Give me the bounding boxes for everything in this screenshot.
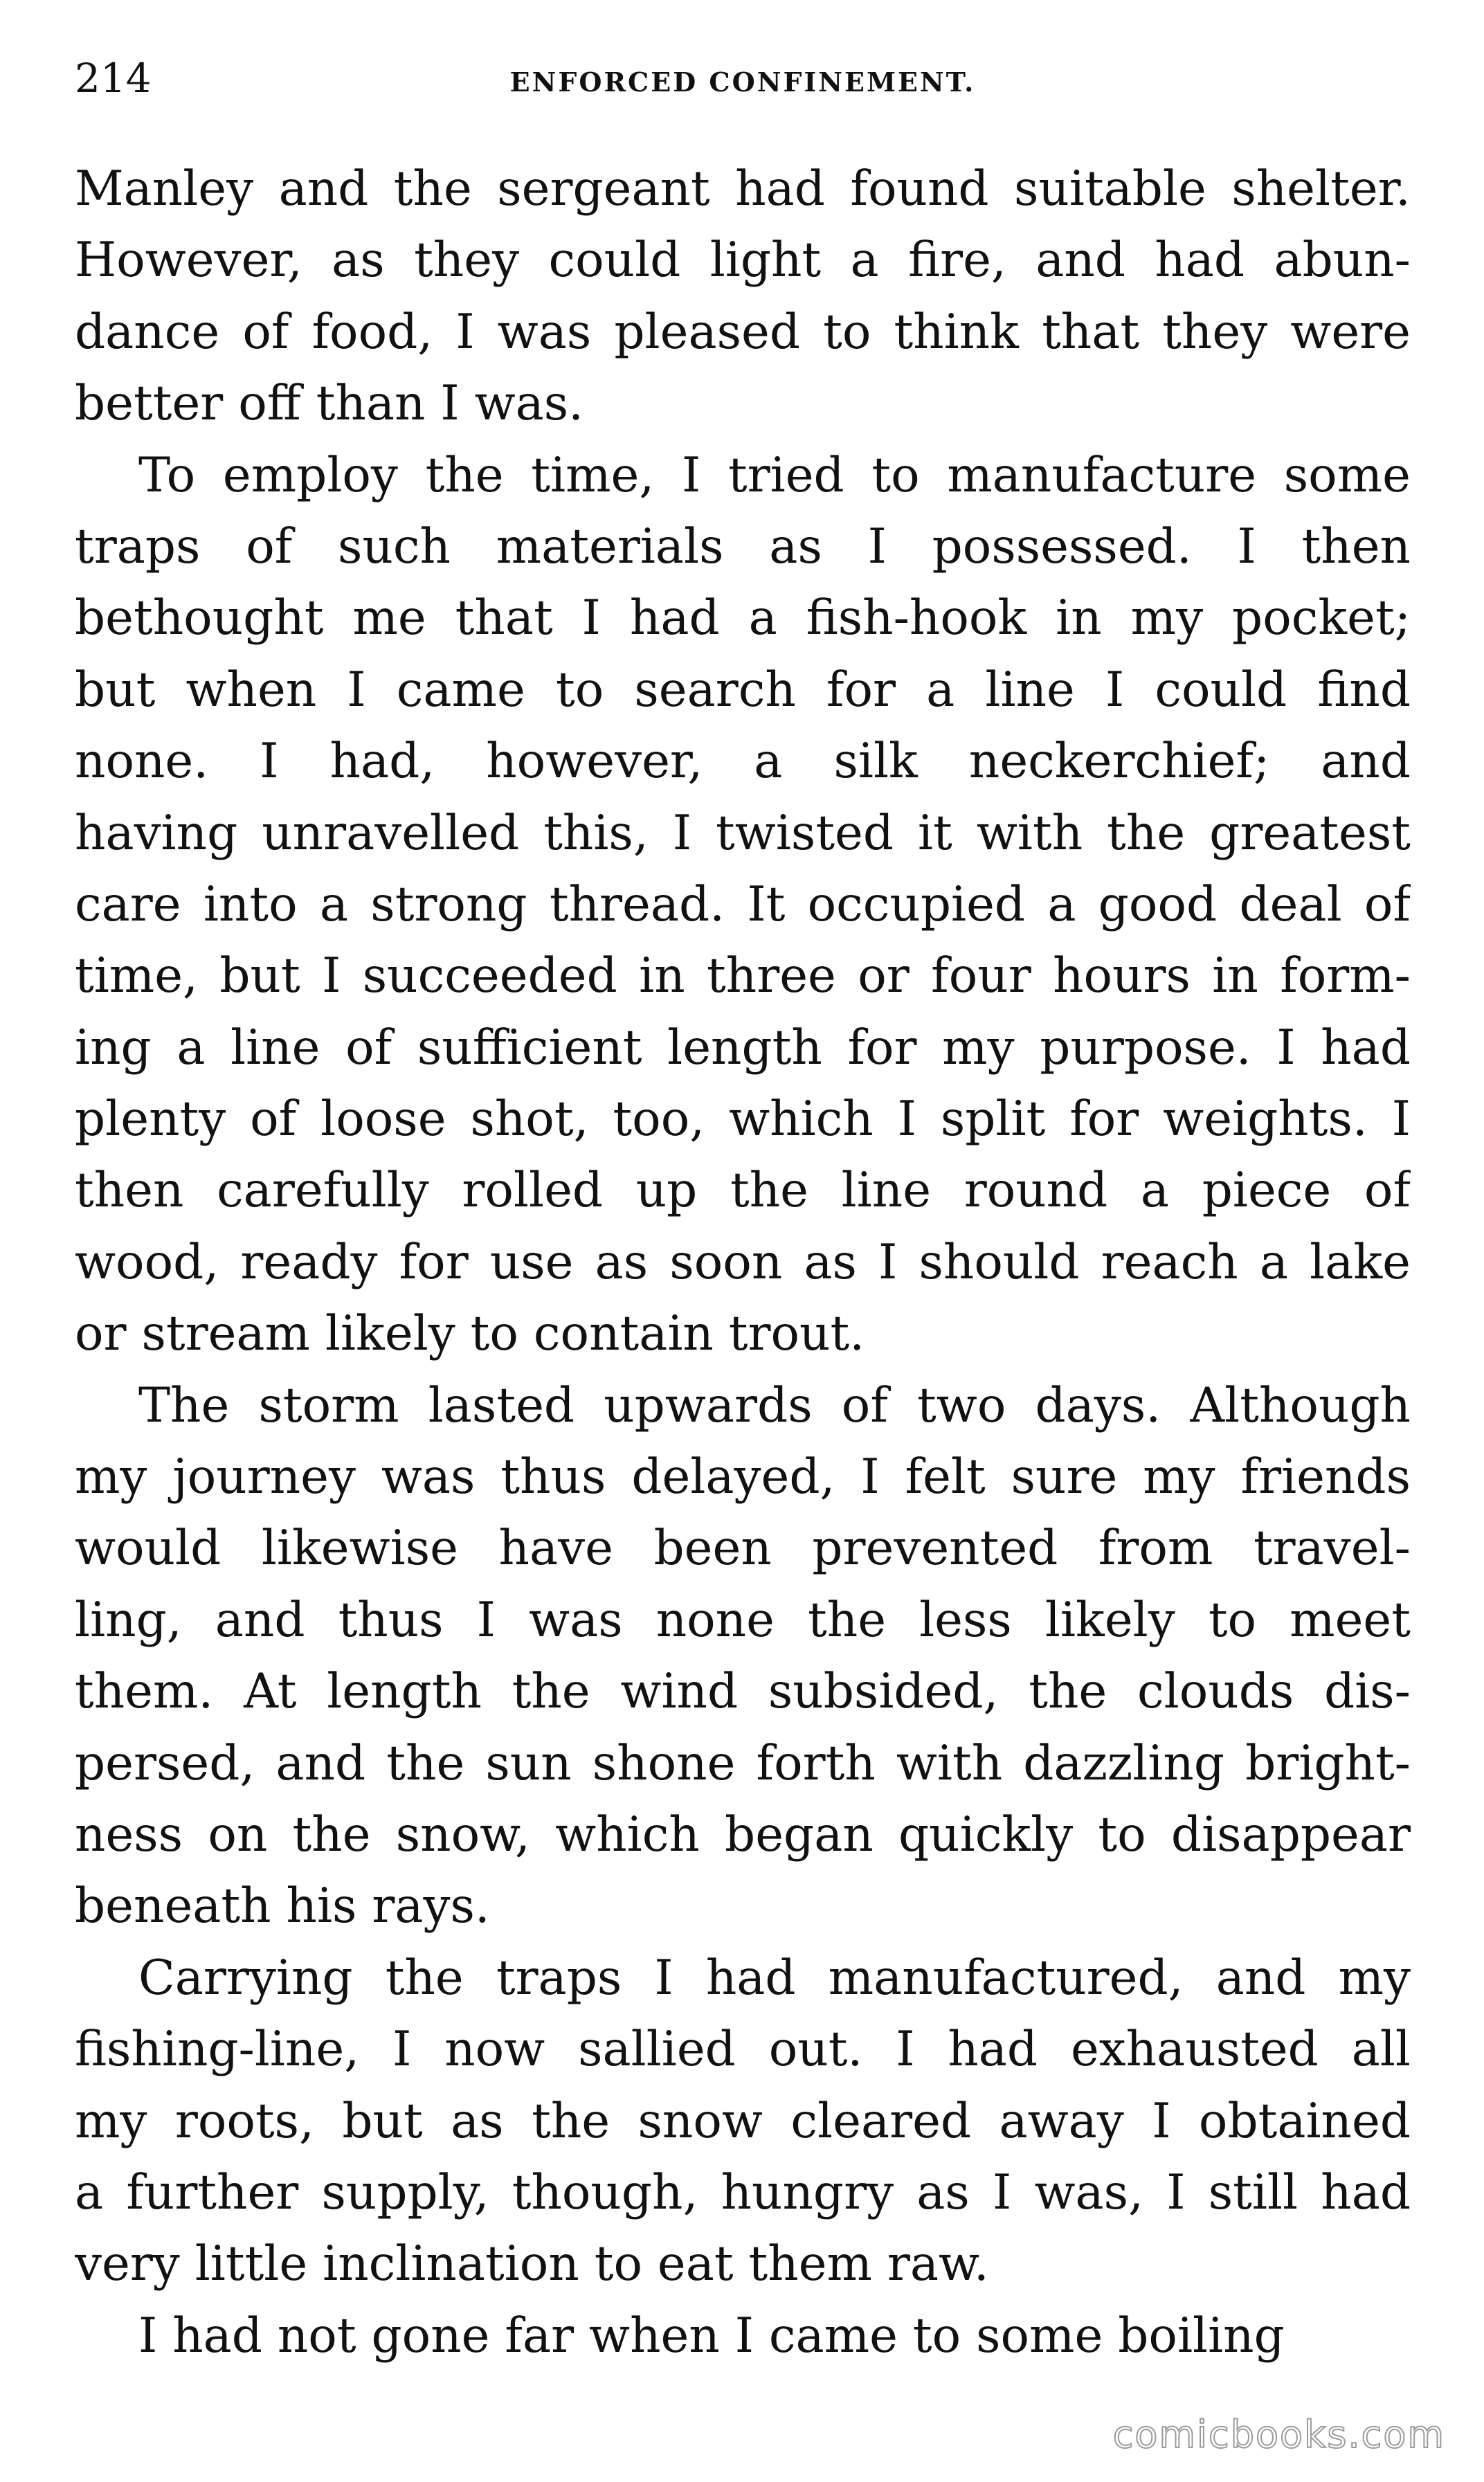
text-line: ness on the snow, which began quickly to disappear [75,1806,1411,1863]
text-line: a further supply, though, hungry as I was, I still had [75,2164,1411,2220]
text-line: very little inclination to eat them raw. [75,2236,989,2292]
text-line: plenty of loose shot, too, which I split for weights. I [75,1091,1411,1148]
text-line: ing a line of sufficient length for my purpose. I had [75,1020,1411,1076]
text-line: traps of such materials as I possessed. I then [75,518,1411,574]
text-line: bethought me that I had a fish-hook in my pocket; [75,590,1411,646]
text-line: Manley and the sergeant had found suitable shelter. [75,161,1411,217]
page-header [75,40,1411,116]
paragraph [75,154,1411,440]
text-line: time, but I succeeded in three or four hours in form- [75,948,1411,1004]
text-line: Carrying the traps I had manufactured, and my [138,1950,1411,2006]
text-line: them. At length the wind subsided, the clouds dis- [75,1664,1411,1720]
paragraph [75,1943,1411,2301]
text-line: wood, ready for use as soon as I should reach a lake [75,1234,1411,1290]
page-number: 214 [75,55,152,102]
text-line: To employ the time, I tried to manufacture some [138,447,1411,503]
text-line: my journey was thus delayed, I felt sure my friends [75,1449,1411,1505]
text-line: The storm lasted upwards of two days. Although [138,1377,1411,1433]
text-line: dance of food, I was pleased to think that they were [75,304,1411,360]
text-line: none. I had, however, a silk neckerchief; and [75,734,1411,790]
text-line: would likewise have been prevented from travel- [75,1521,1411,1577]
text-line: or stream likely to contain trout. [75,1306,865,1362]
text-line: fishing-line, I now sallied out. I had exhausted all [75,2022,1411,2078]
text-line: I had not gone far when I came to some boiling [138,2308,1285,2364]
text-line: ling, and thus I was none the less likely to meet [75,1592,1411,1648]
text-line: beneath his rays. [75,1878,490,1935]
watermark: comicbooks.com [1112,2413,1445,2456]
text-line: but when I came to search for a line I could find [75,662,1411,718]
paragraph [75,1370,1411,1943]
text-line: persed, and the sun shone forth with dazzling bright- [75,1735,1411,1791]
text-line: However, as they could light a fire, and had abun- [75,233,1411,289]
text-line: then carefully rolled up the line round a piece of [75,1163,1411,1219]
paragraph [75,2301,1411,2372]
text-line: having unravelled this, I twisted it with the greatest [75,805,1411,861]
body-text [75,154,1411,2372]
paragraph [75,440,1411,1370]
text-line: better off than I was. [75,376,584,432]
text-line: care into a strong thread. It occupied a good deal of [75,876,1411,932]
running-head: ENFORCED CONFINEMENT. [509,66,976,98]
text-line: my roots, but as the snow cleared away I obtained [75,2093,1411,2149]
